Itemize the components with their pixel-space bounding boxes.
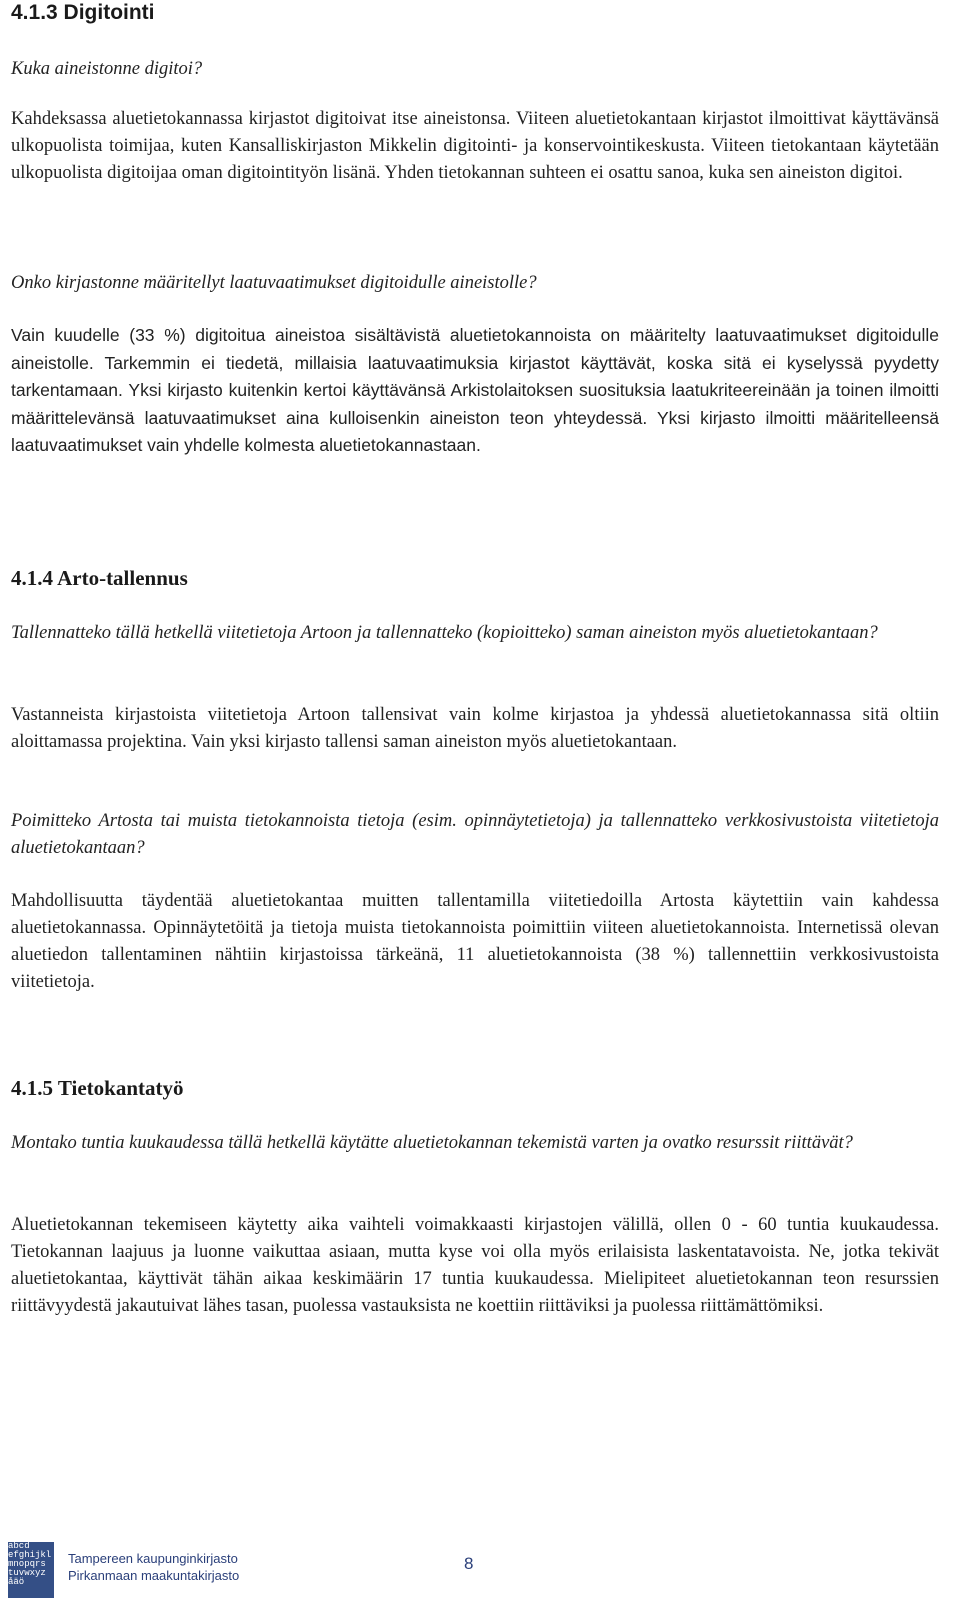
organization-line-1: Tampereen kaupunginkirjasto [68, 1551, 238, 1566]
paragraph-quality-requirements: Vain kuudelle (33 %) digitoitua aineistoa sisältävistä aluetietokannoista on määritelty laatuvaatimukset digitoidulle aineistolle. Tarkemmin ei tiedetä, millaisia laatuvaatimuksia kirjastot käyttävät, koska sitä ei kyselyssä pyydetty tarkentamaan. Yksi kirjasto kuitenkin kertoi käyttävänsä Arkistolaitoksen suosituksia laatukriteereinään ja toinen ilmoitti määrittelevänsä laatuvaatimukset aina kulloisenkin aineiston teon yhteydessä. Yksi kirjasto ilmoitti määritelleensä laatuvaatimukset vain yhdelle kolmesta aluetietokannastaan. [11, 325, 939, 455]
page-number: 8 [464, 1554, 474, 1573]
question-who-digitizes: Kuka aineistonne digitoi? [11, 59, 203, 79]
question-arto-saving: Tallennatteko tällä hetkellä viitetietoja Artoon ja tallennatteko (kopioitteko) saman aineiston myös aluetietokantaan? [11, 623, 878, 643]
section-heading-4-1-4: 4.1.4 Arto-tallennus [11, 566, 188, 590]
organization-line-2: Pirkanmaan maakuntakirjasto [68, 1568, 240, 1583]
page-footer [8, 1542, 948, 1598]
paragraph-digitization: Kahdeksassa aluetietokannassa kirjastot digitoivat itse aineistonsa. Viiteen aluetietokantaan kirjastot ilmoittivat käyttävänsä ulkopuolista toimijaa, kuten Kansalliskirjaston Mikkelin digitointi- ja konservointikeskusta. Viiteen tietokantaan käytetään ulkopuolista digitoijaa oman digitointityön lisänä. Yhden tietokannan suhteen ei osattu sanoa, kuka sen aineiston digitoi. [11, 109, 939, 183]
paragraph-harvesting: Mahdollisuutta täydentää aluetietokantaa muitten tallentamilla viitetiedoilla Artosta käytettiin vain kahdessa aluetietokannassa. Opinnäytetöitä ja tietoja muista tietokannoista poimittiin viiteen aluetietokannoista. Internetissä olevan aluetiedon tallentaminen nähtiin kirjastoissa tärkeänä, 11 aluetietokannoista (38 %) tallennettiin verkkosivustoista viitetietoja. [11, 891, 939, 992]
organization-name [68, 1550, 239, 1584]
library-logo: abcd efghijkl mnopqrs tuvwxyz åäö [8, 1542, 54, 1598]
question-quality-requirements: Onko kirjastonne määritellyt laatuvaatimukset digitoidulle aineistolle? [11, 273, 537, 293]
question-harvesting: Poimitteko Artosta tai muista tietokannoista tietoja (esim. opinnäytetietoja) ja tallennatteko verkkosivustoista viitetietoja aluetietokantaan? [11, 811, 939, 858]
paragraph-working-hours: Aluetietokannan tekemiseen käytetty aika vaihteli voimakkaasti kirjastojen välillä, ollen 0 - 60 tuntia kuukaudessa. Tietokannan laajuus ja luonne vaikuttaa asiaan, mutta kyse voi olla myös erilaisista laskentatavoista. Ne, jotka tekivät aluetietokantaa, käyttivät tähän aikaa keskimäärin 17 tuntia kuukaudessa. Mielipiteet aluetietokannan teon resurssien riittävyydestä jakautuivat lähes tasan, puolessa vastauksista ne koettiin riittäviksi ja puolessa riittämättömiksi. [11, 1215, 939, 1316]
section-heading-4-1-5: 4.1.5 Tietokantatyö [11, 1076, 184, 1100]
section-heading-4-1-3: 4.1.3 Digitointi [11, 1, 155, 24]
paragraph-arto-saving: Vastanneista kirjastoista viitetietoja Artoon tallensivat vain kolme kirjastoa ja yhdessä aluetietokannassa sitä oltiin aloittamassa projektina. Vain yksi kirjasto tallensi saman aineiston myös aluetietokantaan. [11, 705, 939, 752]
question-working-hours: Montako tuntia kuukaudessa tällä hetkellä käytätte aluetietokannan tekemistä varten ja ovatko resurssit riittävät? [11, 1133, 853, 1153]
